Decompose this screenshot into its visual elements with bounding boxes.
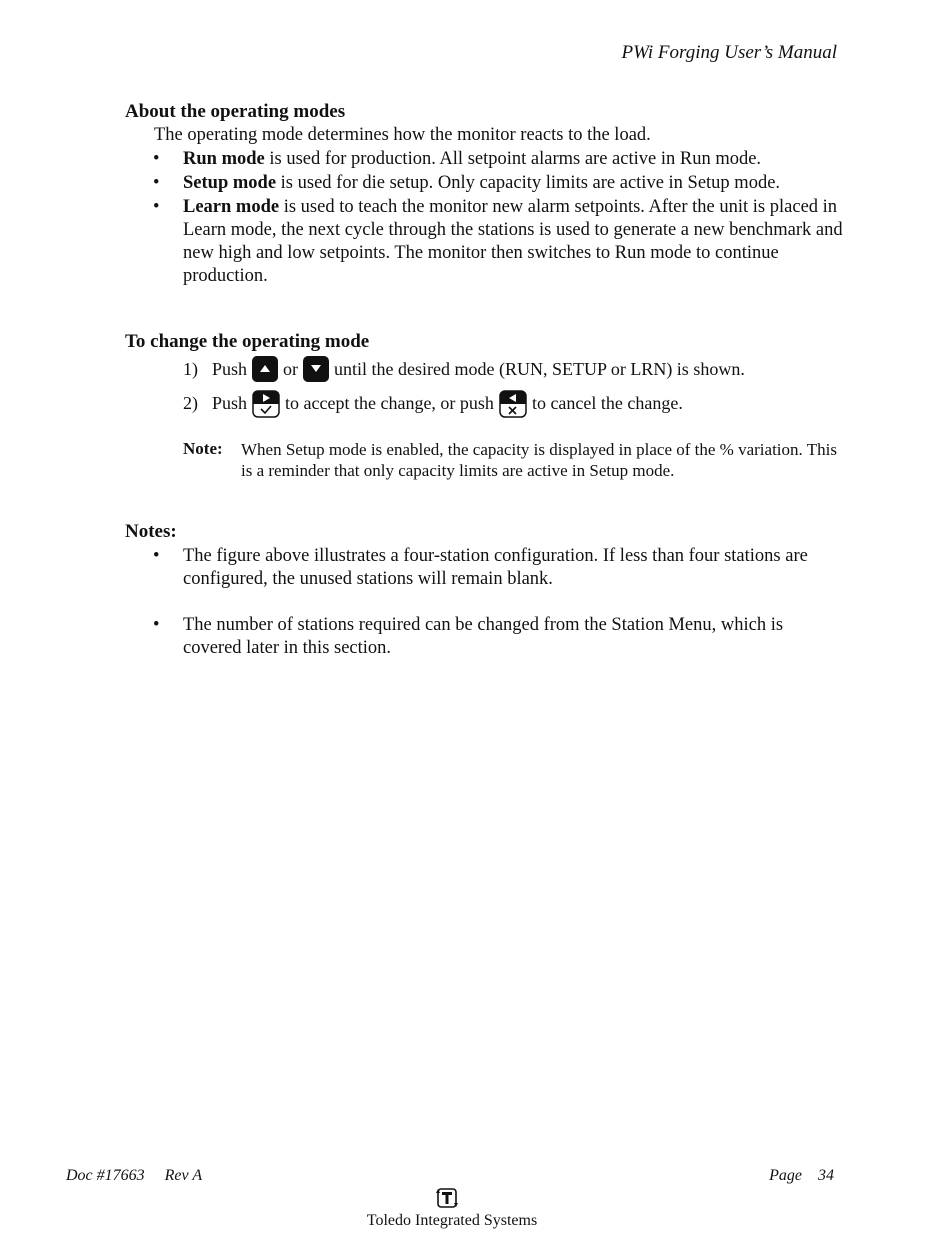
desc-setup-mode: is used for die setup. Only capacity limits are active in Setup mode. (276, 173, 781, 193)
note-label: Note: (183, 439, 223, 458)
list-item-note (153, 614, 843, 660)
enter-key-icon (252, 390, 280, 418)
term-setup-mode: Setup mode (183, 173, 277, 193)
bullet-icon: • (153, 546, 160, 566)
step-1 (183, 354, 745, 380)
up-arrow-key-icon (252, 356, 278, 382)
bullet-icon: • (153, 197, 160, 217)
list-item-note (153, 545, 843, 591)
footer-page-number: Page 34 (769, 1167, 834, 1184)
desc-learn-mode: is used to teach the monitor new alarm setpoints. After the unit is placed in Learn mode, the next cycle through the stations is used to generate a new benchmark and new high and low setpoints. The monitor then switches to Run mode to continue production. (183, 197, 843, 286)
note-text: When Setup mode is enabled, the capacity is displayed in place of the % variation. This is a reminder that only capacity limits are active in Setup mode. (241, 440, 837, 480)
toledo-logo-icon (434, 1185, 460, 1211)
operating-modes-list (153, 148, 843, 289)
bullet-icon: • (153, 173, 160, 193)
step-rest-text: until the desired mode (RUN, SETUP or LRN) is shown. (334, 359, 745, 379)
desc-run-mode: is used for production. All setpoint alarms are active in Run mode. (264, 149, 762, 169)
step-or-text: or (283, 359, 299, 379)
escape-key-icon (499, 390, 527, 418)
step-push-text: Push (212, 393, 248, 413)
section-heading-operating-modes: About the operating modes (125, 101, 346, 122)
step-rest-text: to cancel the change. (531, 393, 683, 413)
section-heading-notes: Notes: (125, 521, 177, 542)
down-arrow-key-icon (303, 356, 329, 382)
step-number: 2) (183, 393, 198, 413)
note-item-text: The number of stations required can be changed from the Station Menu, which is covered later in this section. (183, 615, 784, 658)
step-mid-text: to accept the change, or push (285, 393, 494, 413)
list-item-setup-mode (153, 172, 843, 195)
section-heading-change-mode: To change the operating mode (125, 331, 370, 352)
header-title: PWi Forging User’s Manual (621, 42, 837, 63)
term-run-mode: Run mode (183, 149, 265, 169)
footer-company-name: Toledo Integrated Systems (366, 1212, 538, 1229)
step-number: 1) (183, 359, 198, 379)
footer-doc-number: Doc #17663 Rev A (66, 1167, 203, 1184)
list-item-run-mode (153, 148, 843, 171)
step-push-text: Push (212, 359, 248, 379)
intro-text: The operating mode determines how the monitor reacts to the load. (154, 125, 651, 145)
step-2 (183, 386, 683, 414)
note-item-text: The figure above illustrates a four-station configuration. If less than four stations are configured, the unused stations will remain blank. (183, 546, 808, 589)
list-item-learn-mode (153, 196, 843, 288)
term-learn-mode: Learn mode (183, 197, 280, 217)
notes-list (153, 545, 843, 683)
bullet-icon: • (153, 149, 160, 169)
bullet-icon: • (153, 615, 160, 635)
